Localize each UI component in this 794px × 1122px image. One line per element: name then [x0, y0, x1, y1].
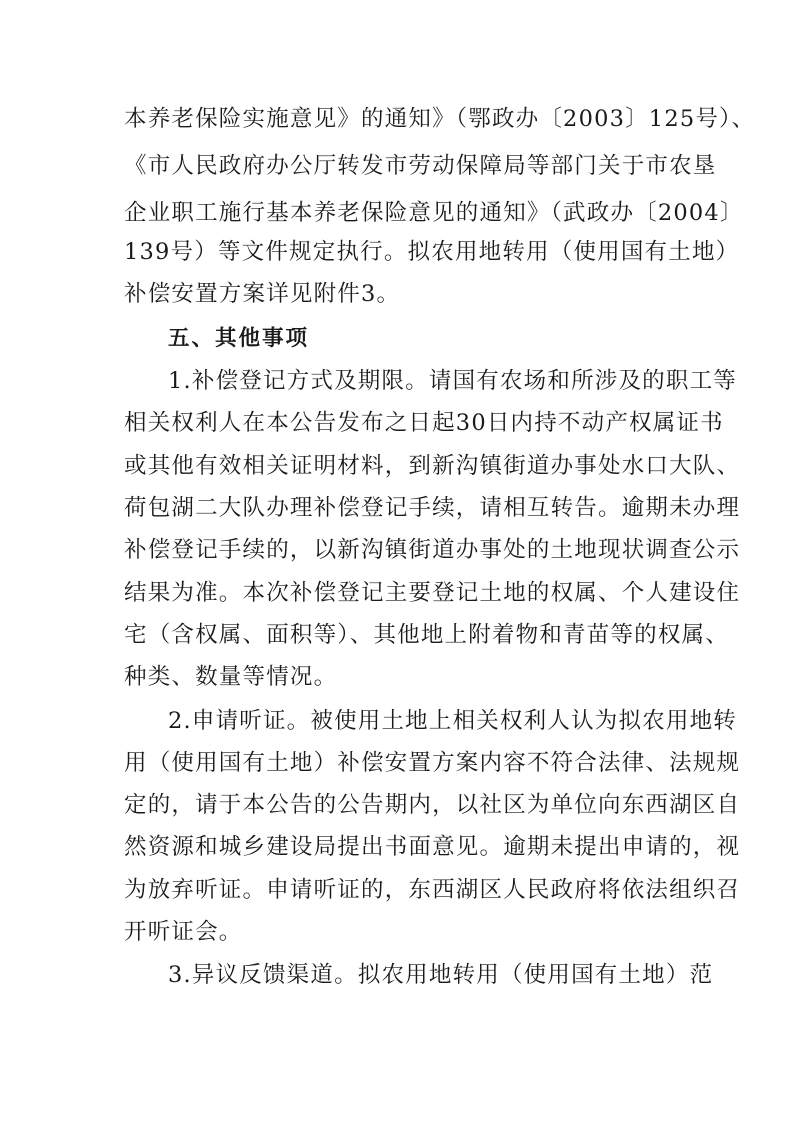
paragraph-line-16: 用（使用国有土地）补偿安置方案内容不符合法律、法规规	[124, 750, 741, 776]
paragraph-line-19: 为放弃听证。申请听证的，东西湖区人民政府将依法组织召	[124, 877, 741, 903]
paragraph-line-3: 企业职工施行基本养老保险意见的通知》（武政办〔2004〕	[124, 200, 744, 226]
paragraph-line-17: 定的，请于本公告的公告期内，以社区为单位向东西湖区自	[124, 792, 741, 818]
paragraph-line-12: 结果为准。本次补偿登记主要登记土地的权属、个人建设住	[124, 580, 741, 606]
paragraph-line-13: 宅（含权属、面积等）、其他地上附着物和青苗等的权属、	[124, 622, 729, 648]
paragraph-line-2: 《市人民政府办公厅转发市劳动保障局等部门关于市农垦	[124, 153, 717, 179]
section-heading-other-matters: 五、其他事项	[168, 326, 310, 351]
paragraph-line-9: 或其他有效相关证明材料，到新沟镇街道办事处水口大队、	[124, 453, 741, 479]
paragraph-line-15: 2.申请听证。被使用土地上相关权利人认为拟农用地转	[168, 708, 737, 734]
paragraph-line-7: 1.补偿登记方式及期限。请国有农场和所涉及的职工等	[168, 368, 737, 394]
paragraph-line-8: 相关权利人在本公告发布之日起30日内持不动产权属证书	[124, 410, 724, 436]
paragraph-line-14: 种类、数量等情况。	[124, 664, 338, 690]
paragraph-line-4: 139号）等文件规定执行。拟农用地转用（使用国有土地）	[124, 239, 740, 265]
paragraph-line-10: 荷包湖二大队办理补偿登记手续，请相互转告。逾期未办理	[124, 495, 741, 521]
paragraph-line-5: 补偿安置方案详见附件3。	[124, 281, 401, 307]
paragraph-line-21: 3.异议反馈渠道。拟农用地转用（使用国有土地）范	[168, 962, 714, 988]
paragraph-line-1: 本养老保险实施意见》的通知》（鄂政办〔2003〕125号）、	[124, 106, 756, 132]
paragraph-line-20: 开听证会。	[124, 919, 243, 945]
paragraph-line-18: 然资源和城乡建设局提出书面意见。逾期未提出申请的，视	[124, 834, 741, 860]
paragraph-line-11: 补偿登记手续的，以新沟镇街道办事处的土地现状调查公示	[124, 537, 741, 563]
